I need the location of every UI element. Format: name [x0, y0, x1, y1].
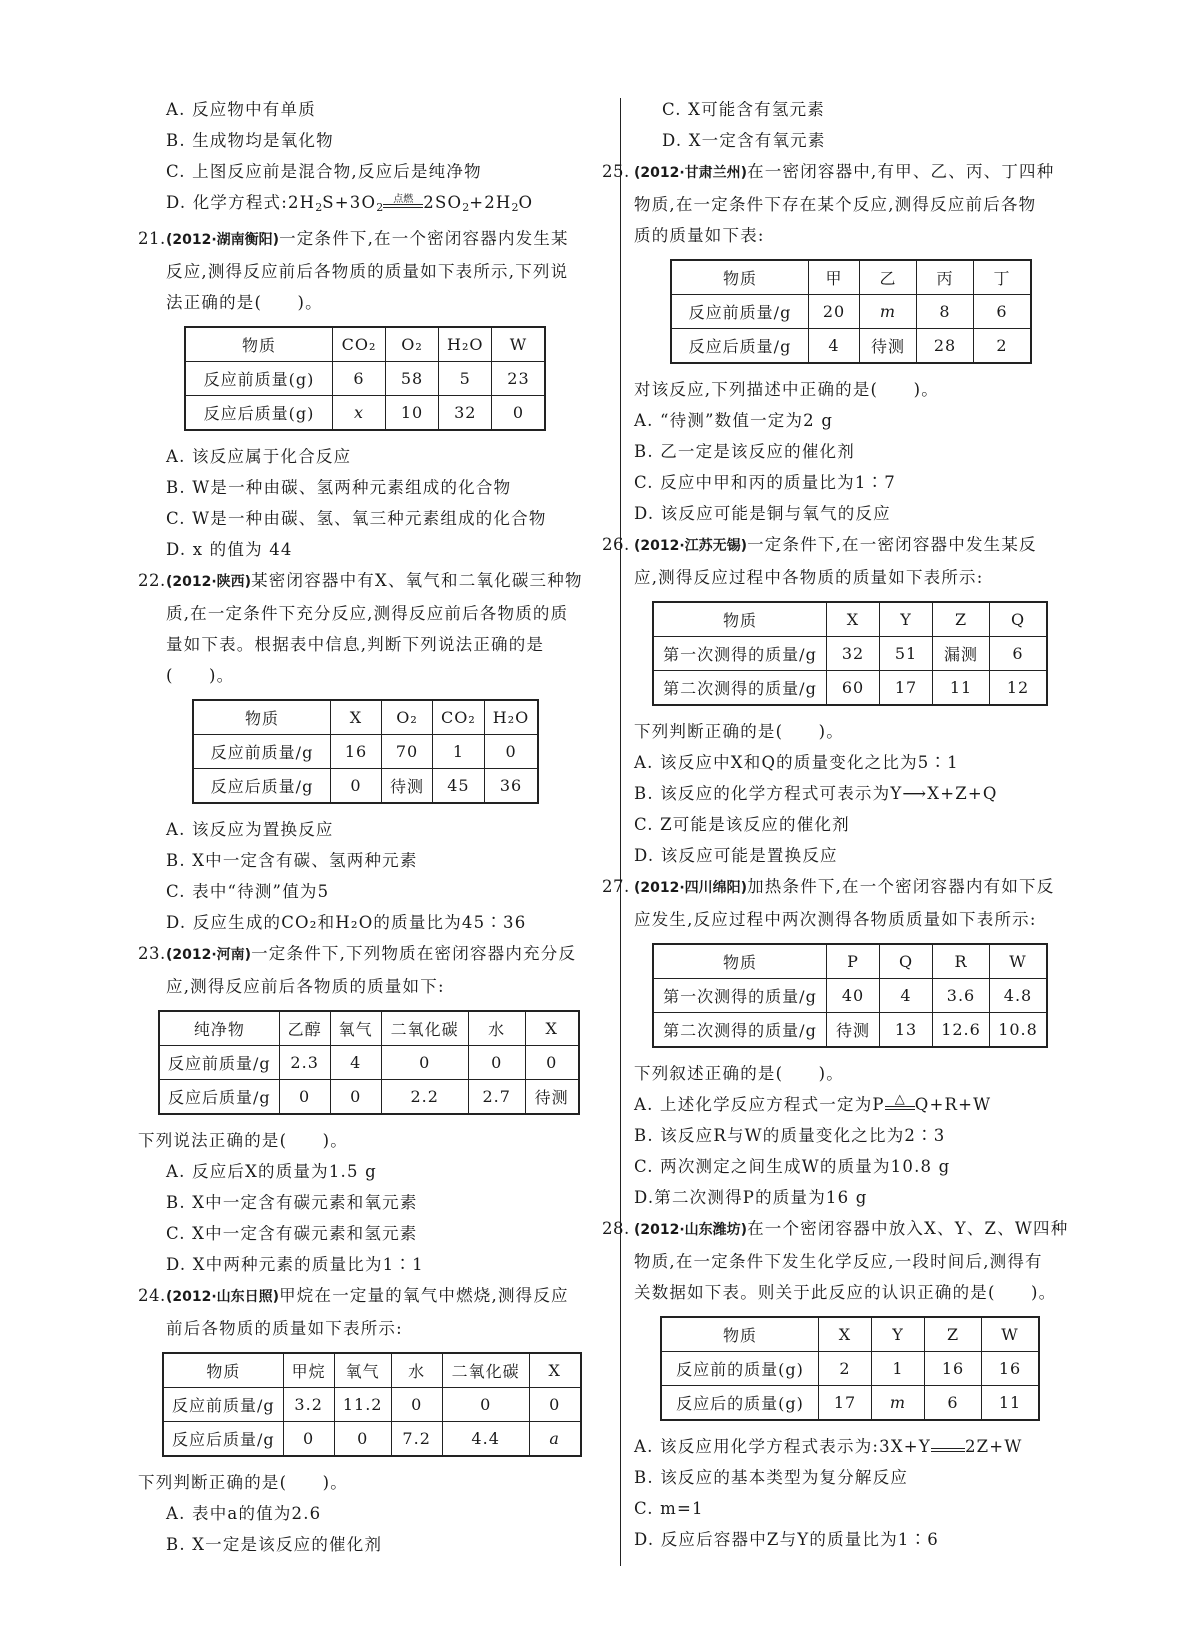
- table-cell: P: [827, 944, 880, 979]
- table-header-row: [661, 1317, 1039, 1352]
- table-cell: 6: [990, 637, 1048, 671]
- table-cell: 4: [809, 329, 860, 364]
- table-row: [653, 979, 1047, 1013]
- question-stem: 质的质量如下表:: [634, 226, 765, 245]
- option-equation: D. 化学方程式$:2H_2S+3O_2$ 点燃 $2SO_2+2H_2O$: [138, 187, 608, 223]
- question-number: 28.: [602, 1219, 630, 1238]
- table-cell: Y: [880, 602, 933, 637]
- table-row: [193, 735, 538, 769]
- column-divider: [620, 98, 621, 1566]
- table-row: [163, 1388, 581, 1422]
- table-cell: 物质: [653, 944, 827, 979]
- table-cell: 第一次测得的质量/g: [653, 637, 827, 671]
- table-row: [163, 1422, 581, 1457]
- option: C. W是一种由碳、氢、氧三种元素组成的化合物: [166, 509, 547, 528]
- table-cell: X: [819, 1317, 872, 1352]
- table-cell: O₂: [386, 327, 439, 362]
- question-stem: 前后各物质的质量如下表所示:: [166, 1319, 403, 1338]
- table-cell: 6: [974, 295, 1032, 329]
- option-equation: [634, 1431, 1110, 1462]
- table-header-row: [653, 602, 1047, 637]
- table-cell: 23: [492, 362, 546, 396]
- table-cell: 反应前质量/g: [159, 1046, 279, 1080]
- option: C. m=1: [634, 1499, 704, 1518]
- table-cell: 第二次测得的质量/g: [653, 1013, 827, 1048]
- option: C. 表中“待测”值为5: [166, 882, 330, 901]
- question-stem: 量如下表。根据表中信息,判断下列说法正确的是: [166, 635, 545, 654]
- question-source: (2012·陕西): [166, 574, 252, 590]
- table-row: [185, 396, 545, 431]
- question-source: (2012·河南): [166, 947, 252, 963]
- table-cell: 4: [330, 1046, 381, 1080]
- option: A. 该反应中X和Q的质量变化之比为5∶1: [634, 753, 959, 772]
- question-25: [602, 156, 1110, 529]
- table-cell: 0: [334, 1422, 391, 1457]
- option: B. 该反应R与W的质量变化之比为2∶3: [634, 1126, 946, 1145]
- option: D. X中两种元素的质量比为1∶1: [166, 1255, 424, 1274]
- question-source: (2012·四川绵阳): [634, 880, 748, 896]
- equation-prefix: D. 化学方程式:2H: [166, 193, 316, 212]
- table-cell: 5: [439, 362, 492, 396]
- table-cell: 反应后的质量(g): [661, 1386, 819, 1421]
- question-number: 23.: [138, 944, 166, 963]
- table-cell: 6: [333, 362, 386, 396]
- option: D. 该反应可能是置换反应: [634, 846, 838, 865]
- question-23: [138, 938, 608, 1280]
- table-cell: 11: [933, 671, 990, 706]
- table-cell: 待测: [827, 1013, 880, 1048]
- option: A. 反应物中有单质: [166, 100, 316, 119]
- table-cell: 2: [819, 1352, 872, 1386]
- equation-prefix: A. 该反应用化学方程式表示为:3X+Y: [634, 1437, 931, 1456]
- question-stem: 法正确的是( )。: [166, 293, 323, 312]
- table-cell: 3.2: [283, 1388, 334, 1422]
- left-column: [138, 94, 608, 1560]
- question-stem: 一定条件下,在一密闭容器中发生某反: [747, 535, 1037, 554]
- option: A. 该反应为置换反应: [166, 820, 334, 839]
- option: D. 反应生成的CO₂和H₂O的质量比为45∶36: [166, 913, 527, 932]
- table-cell: 第一次测得的质量/g: [653, 979, 827, 1013]
- table-cell: 甲: [809, 260, 860, 295]
- table-cell: 物质: [185, 327, 333, 362]
- table-header-row: [671, 260, 1031, 295]
- option: C. X中一定含有碳元素和氢元素: [166, 1224, 418, 1243]
- option: B. X一定是该反应的催化剂: [166, 1535, 383, 1554]
- table-cell: 反应前质量/g: [163, 1388, 283, 1422]
- option: C. X可能含有氢元素: [662, 100, 825, 119]
- data-table: [652, 601, 1048, 706]
- table-cell: 物质: [653, 602, 827, 637]
- table-cell: 40: [827, 979, 880, 1013]
- condition-label: △: [894, 1092, 905, 1107]
- question-prompt: 对该反应,下列描述中正确的是( )。: [634, 380, 939, 399]
- table-cell: 0: [391, 1388, 442, 1422]
- table-cell: X: [331, 700, 382, 735]
- table-cell: 28: [917, 329, 974, 364]
- table-cell: 物质: [193, 700, 331, 735]
- equation-suffix: 2Z+W: [964, 1437, 1023, 1456]
- question-22: [138, 565, 608, 938]
- table-cell: X: [525, 1011, 579, 1046]
- table-cell: 0: [468, 1046, 525, 1080]
- table-cell: 4.8: [990, 979, 1048, 1013]
- reaction-condition: [383, 194, 423, 208]
- table-cell: Z: [933, 602, 990, 637]
- table-cell: 12.6: [933, 1013, 990, 1048]
- table-cell: 0: [529, 1388, 581, 1422]
- table-cell: 0: [492, 396, 546, 431]
- table-cell: 0: [279, 1080, 330, 1115]
- question-stem: 质,在一定条件下充分反应,测得反应前后各物质的质: [166, 604, 569, 623]
- table-cell: Q: [990, 602, 1048, 637]
- table-cell: 6: [925, 1386, 982, 1421]
- table-cell: 二氧化碳: [442, 1353, 529, 1388]
- question-source: (2012·江苏无锡): [634, 538, 748, 554]
- option: A. 反应后X的质量为1.5 g: [166, 1162, 377, 1181]
- table-row: [671, 295, 1031, 329]
- table-cell: 水: [391, 1353, 442, 1388]
- table-cell: 氧气: [330, 1011, 381, 1046]
- question-stem: 甲烷在一定量的氧气中燃烧,测得反应: [279, 1286, 569, 1305]
- question-stem: 反应,测得反应前后各物质的质量如下表所示,下列说: [166, 262, 569, 281]
- question-source: (2012·山东日照): [166, 1289, 280, 1305]
- question-stem: 应发生,反应过程中两次测得各物质质量如下表所示:: [634, 910, 1037, 929]
- table-cell: 丙: [917, 260, 974, 295]
- table-cell: x: [333, 396, 386, 431]
- right-column: [602, 94, 1110, 1555]
- question-stem: 某密闭容器中有X、氧气和二氧化碳三种物: [251, 571, 583, 590]
- table-cell: 51: [880, 637, 933, 671]
- option: D.第二次测得P的质量为16 g: [634, 1188, 868, 1207]
- question-stem: 一定条件下,在一个密闭容器内发生某: [279, 229, 569, 248]
- question-28: [602, 1213, 1110, 1555]
- table-cell: R: [933, 944, 990, 979]
- data-table: [162, 1352, 582, 1457]
- table-cell: m: [860, 295, 917, 329]
- question-21: [138, 223, 608, 565]
- table-header-row: [159, 1011, 579, 1046]
- table-cell: 物质: [661, 1317, 819, 1352]
- question-stem: ( )。: [166, 666, 235, 685]
- question-number: 27.: [602, 877, 630, 896]
- question-number: 26.: [602, 535, 630, 554]
- option: B. X中一定含有碳、氢两种元素: [166, 851, 418, 870]
- table-row: [653, 671, 1047, 706]
- option: B. 生成物均是氧化物: [166, 131, 334, 150]
- table-row: [661, 1386, 1039, 1421]
- option: B. 乙一定是该反应的催化剂: [634, 442, 855, 461]
- option: B. W是一种由碳、氢两种元素组成的化合物: [166, 478, 512, 497]
- table-row: [653, 637, 1047, 671]
- question-prompt: 下列叙述正确的是( )。: [634, 1064, 844, 1083]
- table-cell: O₂: [382, 700, 433, 735]
- condition-label: 点燃: [393, 194, 414, 205]
- table-cell: 0: [330, 1080, 381, 1115]
- table-header-row: [653, 944, 1047, 979]
- table-cell: W: [982, 1317, 1040, 1352]
- table-row: [185, 362, 545, 396]
- option: C. Z可能是该反应的催化剂: [634, 815, 850, 834]
- question-source: (2012·甘肃兰州): [634, 165, 748, 181]
- table-cell: a: [529, 1422, 581, 1457]
- question-prompt: 下列判断正确的是( )。: [634, 722, 844, 741]
- data-table: [660, 1316, 1040, 1421]
- table-cell: W: [492, 327, 546, 362]
- data-table: [652, 943, 1048, 1048]
- table-cell: 20: [809, 295, 860, 329]
- table-cell: 反应后质量(g): [185, 396, 333, 431]
- table-row: [661, 1352, 1039, 1386]
- question-stem: 一定条件下,下列物质在密闭容器内充分反: [251, 944, 577, 963]
- table-cell: 反应前的质量(g): [661, 1352, 819, 1386]
- table-cell: 二氧化碳: [381, 1011, 468, 1046]
- table-cell: 16: [925, 1352, 982, 1386]
- option-equation: [634, 1089, 1110, 1120]
- table-cell: 70: [382, 735, 433, 769]
- question-26: [602, 529, 1110, 871]
- table-cell: CO₂: [333, 327, 386, 362]
- equation-prefix: A. 上述化学反应方程式一定为P: [634, 1095, 885, 1114]
- question-stem: 物质,在一定条件下存在某个反应,测得反应前后各物: [634, 195, 1037, 214]
- question-stem: 加热条件下,在一个密闭容器内有如下反: [747, 877, 1055, 896]
- table-cell: 17: [880, 671, 933, 706]
- option: C. 上图反应前是混合物,反应后是纯净物: [166, 162, 482, 181]
- table-cell: 11: [982, 1386, 1040, 1421]
- table-cell: 反应前质量/g: [671, 295, 809, 329]
- table-cell: 13: [880, 1013, 933, 1048]
- question-number: 25.: [602, 162, 630, 181]
- table-cell: Z: [925, 1317, 982, 1352]
- table-cell: 反应后质量/g: [159, 1080, 279, 1115]
- table-row: [159, 1080, 579, 1115]
- table-cell: 3.6: [933, 979, 990, 1013]
- table-cell: 0: [525, 1046, 579, 1080]
- table-cell: 0: [381, 1046, 468, 1080]
- reaction-condition: [885, 1092, 915, 1110]
- table-cell: 16: [982, 1352, 1040, 1386]
- equals-sign: [931, 1448, 965, 1452]
- table-cell: 甲烷: [283, 1353, 334, 1388]
- question-source: (2012·湖南衡阳): [166, 232, 280, 248]
- table-cell: 32: [827, 637, 880, 671]
- table-cell: 乙醇: [279, 1011, 330, 1046]
- table-cell: 反应后质量/g: [193, 769, 331, 804]
- table-cell: 1: [433, 735, 485, 769]
- option: C. 两次测定之间生成W的质量为10.8 g: [634, 1157, 951, 1176]
- option: B. X中一定含有碳元素和氧元素: [166, 1193, 418, 1212]
- table-cell: 物质: [671, 260, 809, 295]
- question-stem: 在一个密闭容器中放入X、Y、Z、W四种: [747, 1219, 1069, 1238]
- table-cell: 水: [468, 1011, 525, 1046]
- table-cell: 2.2: [381, 1080, 468, 1115]
- table-row: [653, 1013, 1047, 1048]
- table-cell: X: [827, 602, 880, 637]
- table-cell: X: [529, 1353, 581, 1388]
- table-cell: 乙: [860, 260, 917, 295]
- table-row: [193, 769, 538, 804]
- option: D. 反应后容器中Z与Y的质量比为1∶6: [634, 1530, 939, 1549]
- table-cell: 16: [331, 735, 382, 769]
- table-cell: 60: [827, 671, 880, 706]
- table-cell: 待测: [860, 329, 917, 364]
- question-24: [138, 1280, 608, 1560]
- question-number: 24.: [138, 1286, 166, 1305]
- question-stem: 物质,在一定条件下发生化学反应,一段时间后,测得有: [634, 1252, 1043, 1271]
- question-stem: 关数据如下表。则关于此反应的认识正确的是( )。: [634, 1283, 1057, 1302]
- table-header-row: [193, 700, 538, 735]
- data-table: [670, 259, 1032, 364]
- option: C. 反应中甲和丙的质量比为1∶7: [634, 473, 896, 492]
- table-cell: 4.4: [442, 1422, 529, 1457]
- question-27: [602, 871, 1110, 1213]
- table-cell: 2: [974, 329, 1032, 364]
- table-cell: 12: [990, 671, 1048, 706]
- question-prompt: 下列说法正确的是( )。: [138, 1131, 348, 1150]
- table-cell: 7.2: [391, 1422, 442, 1457]
- table-cell: 32: [439, 396, 492, 431]
- table-cell: Q: [880, 944, 933, 979]
- table-cell: 4: [880, 979, 933, 1013]
- data-table: [158, 1010, 580, 1115]
- table-header-row: [163, 1353, 581, 1388]
- question-number: 22.: [138, 571, 166, 590]
- table-header-row: [185, 327, 545, 362]
- table-cell: 58: [386, 362, 439, 396]
- table-cell: m: [872, 1386, 925, 1421]
- table-cell: 10: [386, 396, 439, 431]
- table-cell: 丁: [974, 260, 1032, 295]
- table-row: [159, 1046, 579, 1080]
- option: B. 该反应的化学方程式可表示为Y⟶X+Z+Q: [634, 784, 998, 803]
- table-cell: 8: [917, 295, 974, 329]
- question-number: 21.: [138, 229, 166, 248]
- table-cell: 反应后质量/g: [163, 1422, 283, 1457]
- table-cell: Y: [872, 1317, 925, 1352]
- table-cell: H₂O: [439, 327, 492, 362]
- question-stem: 在一密闭容器中,有甲、乙、丙、丁四种: [747, 162, 1055, 181]
- table-cell: 0: [484, 735, 538, 769]
- table-cell: 纯净物: [159, 1011, 279, 1046]
- table-cell: 氧气: [334, 1353, 391, 1388]
- table-cell: 反应后质量/g: [671, 329, 809, 364]
- option: A. 表中a的值为2.6: [166, 1504, 322, 1523]
- data-table: [184, 326, 546, 431]
- table-cell: W: [990, 944, 1048, 979]
- table-cell: CO₂: [433, 700, 485, 735]
- table-cell: 45: [433, 769, 485, 804]
- option: B. 该反应的基本类型为复分解反应: [634, 1468, 909, 1487]
- table-cell: 待测: [382, 769, 433, 804]
- question-prompt: 下列判断正确的是( )。: [138, 1473, 348, 1492]
- table-cell: 17: [819, 1386, 872, 1421]
- table-cell: 0: [442, 1388, 529, 1422]
- table-cell: 物质: [163, 1353, 283, 1388]
- data-table: [192, 699, 539, 804]
- table-cell: 36: [484, 769, 538, 804]
- table-cell: 2.3: [279, 1046, 330, 1080]
- option: D. X一定含有氧元素: [662, 131, 826, 150]
- table-cell: 1: [872, 1352, 925, 1386]
- option: A. 该反应属于化合反应: [166, 447, 352, 466]
- table-cell: 0: [331, 769, 382, 804]
- table-cell: 11.2: [334, 1388, 391, 1422]
- table-cell: 待测: [525, 1080, 579, 1115]
- table-row: [671, 329, 1031, 364]
- option: A. “待测”数值一定为2 g: [634, 411, 834, 430]
- table-cell: 2.7: [468, 1080, 525, 1115]
- table-cell: 反应前质量(g): [185, 362, 333, 396]
- table-cell: 反应前质量/g: [193, 735, 331, 769]
- option: D. 该反应可能是铜与氧气的反应: [634, 504, 891, 523]
- equation-suffix: Q+R+W: [914, 1095, 992, 1114]
- table-cell: H₂O: [484, 700, 538, 735]
- question-stem: 应,测得反应过程中各物质的质量如下表所示:: [634, 568, 984, 587]
- table-cell: 0: [283, 1422, 334, 1457]
- question-source: (2012·山东潍坊): [634, 1222, 748, 1238]
- table-cell: 第二次测得的质量/g: [653, 671, 827, 706]
- option: D. x 的值为 44: [166, 540, 293, 559]
- table-cell: 10.8: [990, 1013, 1048, 1048]
- question-stem: 应,测得反应前后各物质的质量如下:: [166, 977, 445, 996]
- table-cell: 漏测: [933, 637, 990, 671]
